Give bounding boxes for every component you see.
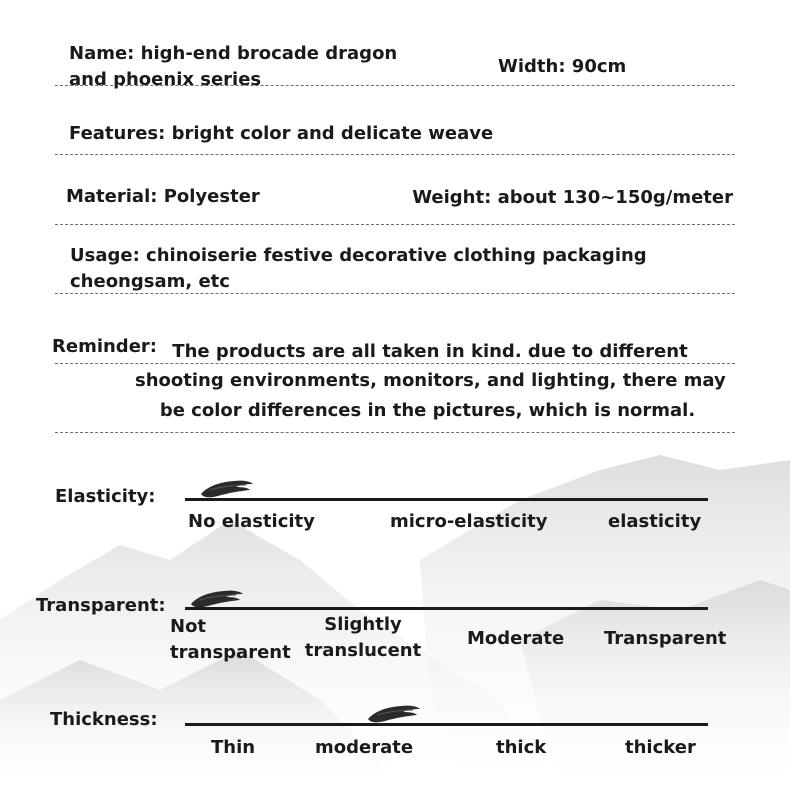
elasticity-brush-marker-icon: [198, 478, 256, 500]
transparent-label: Transparent:: [36, 595, 166, 616]
thickness-scale-line: [185, 723, 708, 726]
thickness-option: moderate: [315, 737, 414, 758]
elasticity-option: micro-elasticity: [390, 511, 548, 532]
thickness-option: thicker: [625, 737, 696, 758]
reminder-line-2: shooting environments, monitors, and lighting, there may: [135, 370, 726, 391]
elasticity-scale-line: [185, 498, 708, 501]
thickness-label: Thickness:: [50, 709, 158, 730]
elasticity-option: elasticity: [608, 511, 702, 532]
usage-line-2: cheongsam, etc: [70, 271, 230, 292]
transparent-option: Not transparent: [170, 616, 291, 663]
transparent-option: Moderate: [467, 628, 565, 649]
reminder-line-1: The products are all taken in kind. due to different: [172, 341, 688, 362]
elasticity-label: Elasticity:: [55, 486, 156, 507]
name-line-2: and phoenix series: [69, 69, 262, 90]
thickness-option: Thin: [211, 737, 256, 758]
transparent-option: Slightly translucent: [304, 614, 422, 661]
usage-line-1: Usage: chinoiserie festive decorative clothing packaging: [70, 245, 647, 266]
transparent-scale-line: [185, 607, 708, 610]
width-spec: Width: 90cm: [498, 56, 627, 77]
features-spec: Features: bright color and delicate weave: [69, 123, 494, 144]
thickness-option: thick: [496, 737, 547, 758]
divider: [55, 432, 735, 433]
transparent-option: Transparent: [604, 628, 727, 649]
divider: [55, 154, 735, 155]
name-line-1: Name: high-end brocade dragon: [69, 43, 398, 64]
reminder-label: Reminder:: [52, 336, 157, 357]
thickness-brush-marker-icon: [365, 703, 423, 725]
material-spec: Material: Polyester: [66, 186, 260, 207]
weight-spec: Weight: about 130~150g/meter: [412, 187, 733, 208]
elasticity-option: No elasticity: [188, 511, 315, 532]
divider: [55, 224, 735, 225]
reminder-line-3: be color differences in the pictures, which is normal.: [159, 400, 696, 421]
transparent-brush-marker-icon: [188, 588, 246, 610]
